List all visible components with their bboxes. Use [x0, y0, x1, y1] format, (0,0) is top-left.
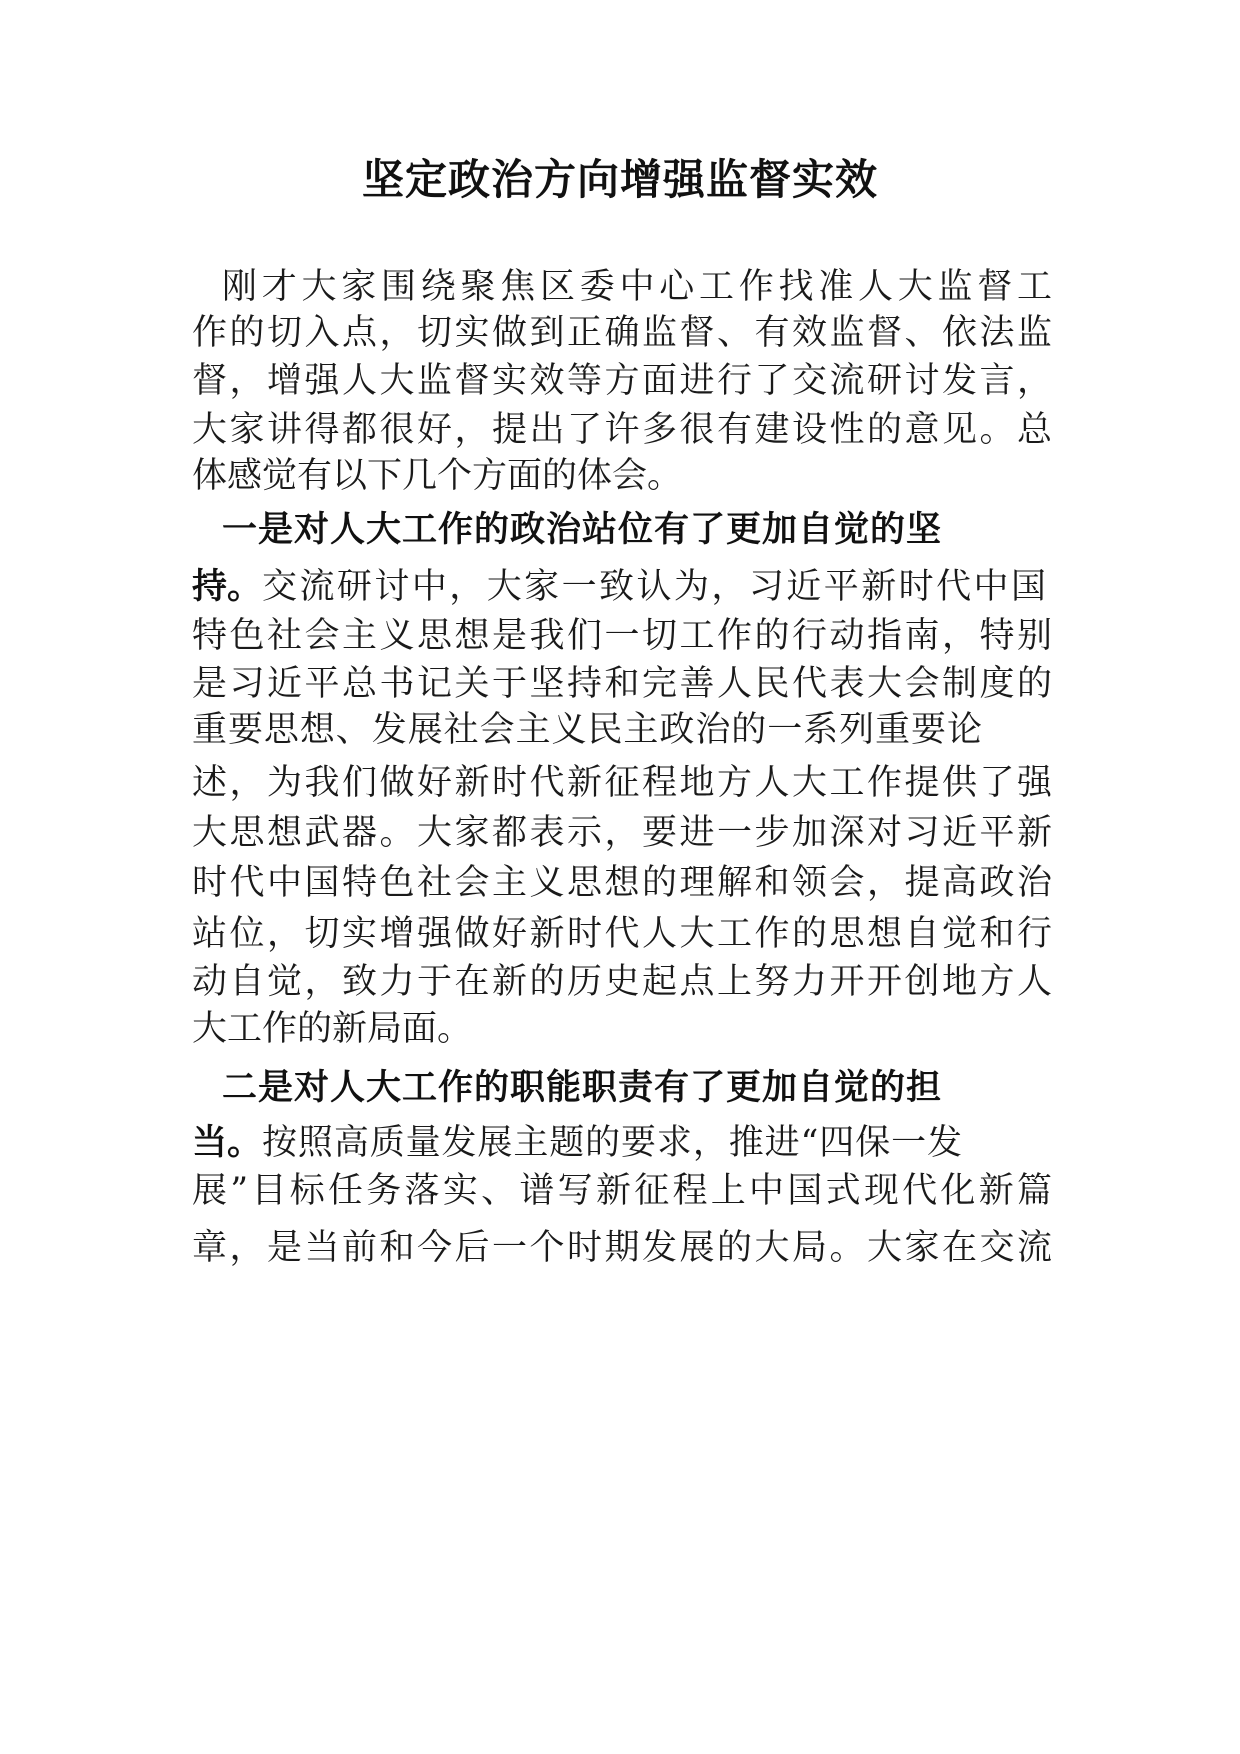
body-line: 刚才大家围绕聚焦区委中心工作找准人大监督工	[222, 267, 1052, 307]
body-line: 大思想武器。大家都表示，要进一步加深对习近平新	[192, 813, 1052, 853]
body-text: 交流研讨中，大家一致认为，习近平新时代中国	[262, 567, 1047, 607]
body-line: 展”目标任务落实、谱写新征程上中国式现代化新篇	[192, 1171, 1052, 1211]
body-line: 时代中国特色社会主义思想的理解和领会，提高政治	[192, 863, 1052, 903]
body-line-with-heading	[192, 562, 1052, 612]
body-line: 大工作的新局面。	[192, 1009, 473, 1049]
body-line: 章，是当前和今后一个时期发展的大局。大家在交流	[192, 1228, 1052, 1268]
section-heading-line: 一是对人大工作的政治站位有了更加自觉的坚	[222, 510, 943, 550]
body-line: 特色社会主义思想是我们一切工作的行动指南，特别	[192, 616, 1052, 656]
section-heading-end: 当。	[192, 1123, 263, 1163]
body-line: 站位，切实增强做好新时代人大工作的思想自觉和行	[192, 914, 1052, 954]
body-line-with-heading	[192, 1118, 1052, 1168]
body-text: 按照高质量发展主题的要求，推进“四保一发	[262, 1123, 963, 1163]
body-line: 督，增强人大监督实效等方面进行了交流研讨发言，	[192, 361, 1052, 401]
body-line: 是习近平总书记关于坚持和完善人民代表大会制度的	[192, 664, 1052, 704]
body-line: 体感觉有以下几个方面的体会。	[192, 456, 683, 496]
body-line: 述，为我们做好新时代新征程地方人大工作提供了强	[192, 763, 1052, 803]
section-heading-line: 二是对人大工作的职能职责有了更加自觉的担	[222, 1068, 943, 1108]
document-title: 坚定政治方向增强监督实效	[361, 155, 878, 204]
body-line: 动自觉，致力于在新的历史起点上努力开开创地方人	[192, 962, 1052, 1002]
body-line: 大家讲得都很好，提出了许多很有建设性的意见。总	[192, 410, 1052, 450]
body-line: 重要思想、发展社会主义民主政治的一系列重要论	[192, 710, 982, 750]
section-heading-end: 持。	[192, 567, 263, 607]
body-line: 作的切入点，切实做到正确监督、有效监督、依法监	[192, 313, 1052, 353]
